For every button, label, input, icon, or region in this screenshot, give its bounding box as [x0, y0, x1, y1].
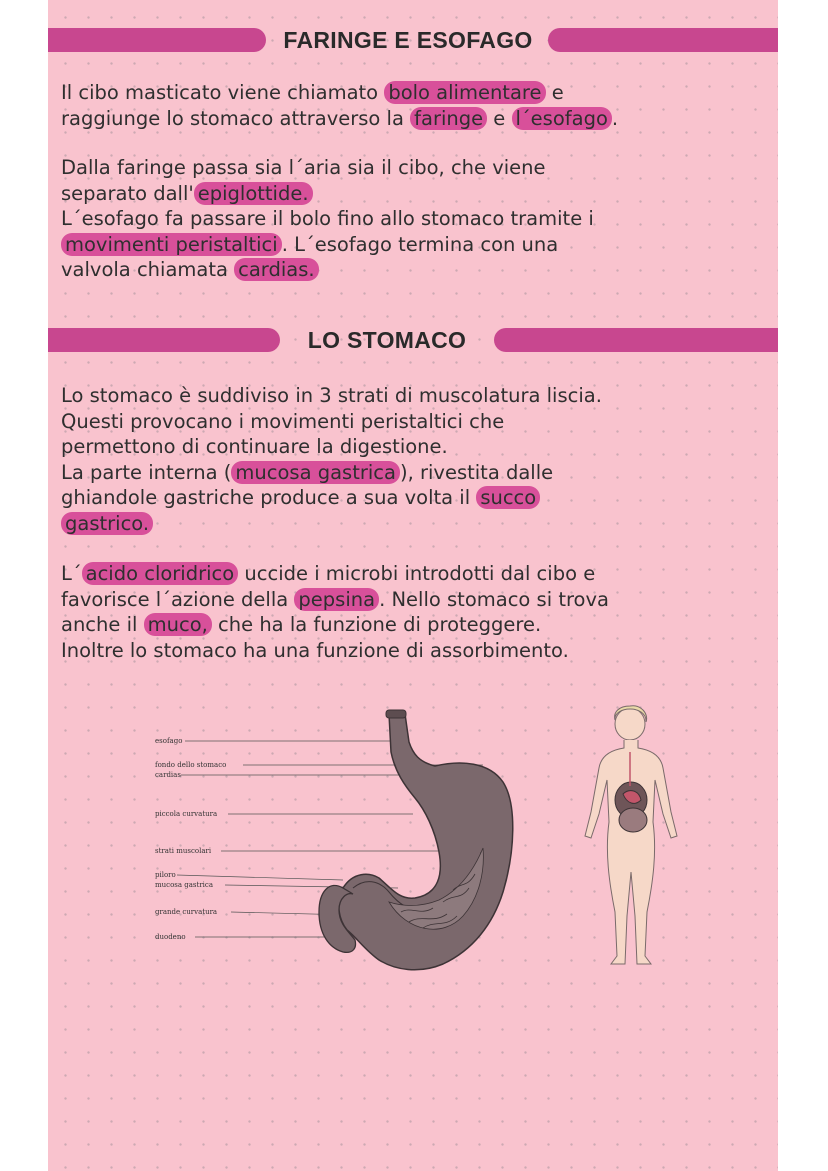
paragraph-epiglottide: Dalla faringe passa sia l´aria sia il cibo, che viene separato dall' epiglottide. L´esofago fa passare il bolo fino allo stomaco tramite i movimenti peristaltici . L´esofago termina con una valvola chiamata cardias.	[61, 156, 594, 281]
highlight-gastrico: gastrico.	[61, 512, 153, 535]
highlight-pepsina: pepsina	[294, 588, 379, 611]
highlight-mucosa-gastrica: mucosa gastrica	[231, 461, 400, 484]
label-cardias: cardias	[155, 771, 181, 779]
highlight-esofago: l´esofago	[512, 107, 612, 130]
highlight-movimenti-peristaltici: movimenti peristaltici	[61, 233, 282, 256]
highlight-bolo-alimentare: bolo alimentare	[384, 81, 545, 104]
stomach-diagram	[143, 702, 703, 982]
label-duodeno: duodeno	[155, 933, 186, 941]
heading-bar-left	[48, 328, 280, 352]
label-strati-muscolari: strati muscolari	[155, 847, 212, 855]
paragraph-bolo: Il cibo masticato viene chiamato bolo alimentare e raggiunge lo stomaco attraverso la faringe e l´esofago .	[61, 81, 619, 130]
heading-bar-right	[494, 328, 778, 352]
label-fondo: fondo dello stomaco	[155, 761, 227, 769]
notes-page	[48, 0, 778, 1171]
body-figure	[585, 706, 677, 964]
heading-bar-right	[548, 28, 778, 52]
highlight-cardias: cardias.	[234, 258, 318, 281]
highlight-faringe: faringe	[410, 107, 487, 130]
section-title: FARINGE E ESOFAGO	[283, 27, 533, 53]
highlight-succo: succo	[476, 486, 540, 509]
label-grande-curvatura: grande curvatura	[155, 908, 218, 916]
highlight-acido-cloridrico: acido cloridrico	[82, 562, 239, 585]
section-title: LO STOMACO	[307, 327, 467, 353]
highlight-muco: muco,	[144, 613, 212, 636]
label-esofago: esofago	[155, 737, 183, 745]
heading-bar-left	[48, 28, 266, 52]
section-heading-faringe	[48, 24, 778, 56]
stomach-illustration	[319, 710, 513, 970]
section-heading-stomaco	[48, 324, 778, 356]
label-piccola-curvatura: piccola curvatura	[155, 810, 218, 818]
label-piloro: piloro	[155, 871, 176, 879]
paragraph-acido: L´ acido cloridrico uccide i microbi introdotti dal cibo e favorisce l´azione della pepsina . Nello stomaco si trova anche il muco, che ha la funzione di proteggere. Inoltre lo stomaco ha una funzione di assorbimento.	[61, 562, 609, 662]
label-mucosa-gastrica: mucosa gastrica	[155, 881, 214, 889]
highlight-epiglottide: epiglottide.	[194, 182, 313, 205]
paragraph-strati: Lo stomaco è suddiviso in 3 strati di muscolatura liscia. Questi provocano i movimenti peristaltici che permettono di continuare la digestione. La parte interna ( mucosa gastrica ), rivestita dalle ghiandole gastriche produce a sua volta il succo gastrico.	[61, 384, 602, 535]
